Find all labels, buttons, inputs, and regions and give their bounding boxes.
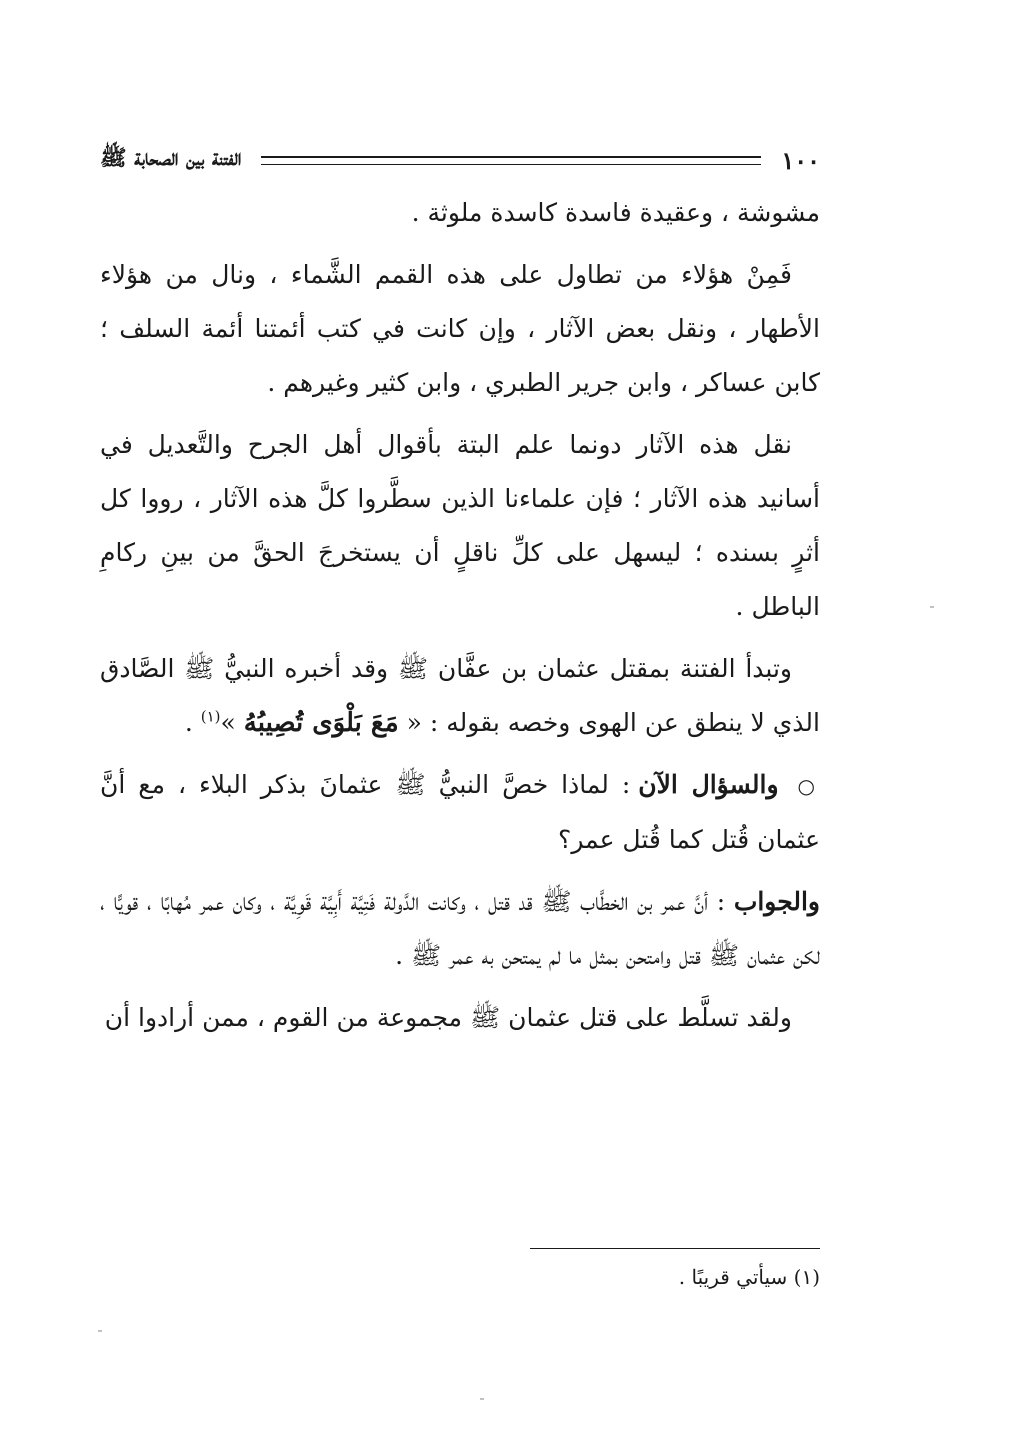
paragraph-5 xyxy=(100,758,820,867)
footnote: (١) سيأتي قريبًا . xyxy=(678,1265,820,1289)
paragraph-4 xyxy=(100,642,820,750)
bullet-icon: ○ xyxy=(797,774,821,798)
question-lead: والسؤال الآن xyxy=(638,770,779,799)
page-number: ١٠٠ xyxy=(781,145,820,175)
paragraph-7: ولقد تسلَّط على قتل عثمان ﷺ مجموعة من القوم ، ممن أرادوا أن xyxy=(104,1003,792,1032)
hadith-quote: مَعَ بَلْوَى تُصِيبُهُ xyxy=(243,708,399,738)
answer-text: : أنَّ عمر بن الخطَّاب ﷺ قد قتل ، وكانت الدَّولة فَتِيَّة أَبِيَّة قَوِيَّة ، وكان عمر مُهابًا ، قويًّا ، لكن عثمان ﷺ قتل وامتحن بمثل ما لم يمتحن به عمر ﷺ . xyxy=(100,887,820,970)
paragraph-2: فَمِنْ هؤلاء من تطاول على هذه القمم الشَّماء ، ونال من هؤلاء الأطهار ، ونقل بعض الآثار ، وإن كانت في كتب أئمتنا أئمة السلف ؛ كابن عساكر ، وابن جرير الطبري ، وابن كثير وغيرهم . xyxy=(100,260,820,397)
quote-close: » xyxy=(220,708,236,737)
answer-lead: والجواب xyxy=(733,887,820,916)
header-title: الفتنة بين الصحابة ﷺ xyxy=(100,145,242,171)
scan-speck xyxy=(930,606,934,608)
footnote-rule xyxy=(530,1248,820,1249)
running-header xyxy=(100,140,820,180)
paragraph-1: مشوشة ، وعقيدة فاسدة كاسدة ملوثة . xyxy=(411,198,820,227)
footnote-reference: (١) xyxy=(200,707,221,726)
body-text xyxy=(100,186,820,1053)
paragraph-6 xyxy=(100,875,820,983)
paragraph-3: نقل هذه الآثار دونما علم البتة بأقوال أهل الجرح والتَّعديل في أسانيد هذه الآثار ؛ فإن علماءنا الذين سطَّروا كلَّ هذه الآثار ، رووا كل أثرٍ بسنده ؛ ليسهل على كلِّ ناقلٍ أن يستخرجَ الحقَّ من بينِ ركامِ الباطل . xyxy=(100,430,820,621)
header-rule xyxy=(261,156,761,165)
paragraph-4-end: . xyxy=(184,708,201,737)
scan-speck xyxy=(480,1398,484,1400)
question-text: : لماذا خصَّ النبيُّ ﷺ عثمانَ بذكر البلاء ، مع أنَّ عثمان قُتل كما قُتل عمر؟ xyxy=(100,770,820,854)
scan-speck xyxy=(98,1330,102,1332)
paragraph-4-text: وتبدأ الفتنة بمقتل عثمان بن عفَّان ﷺ وقد أخبره النبيُّ ﷺ الصَّادق الذي لا ينطق عن الهوى وخصه بقوله : « xyxy=(100,654,820,737)
